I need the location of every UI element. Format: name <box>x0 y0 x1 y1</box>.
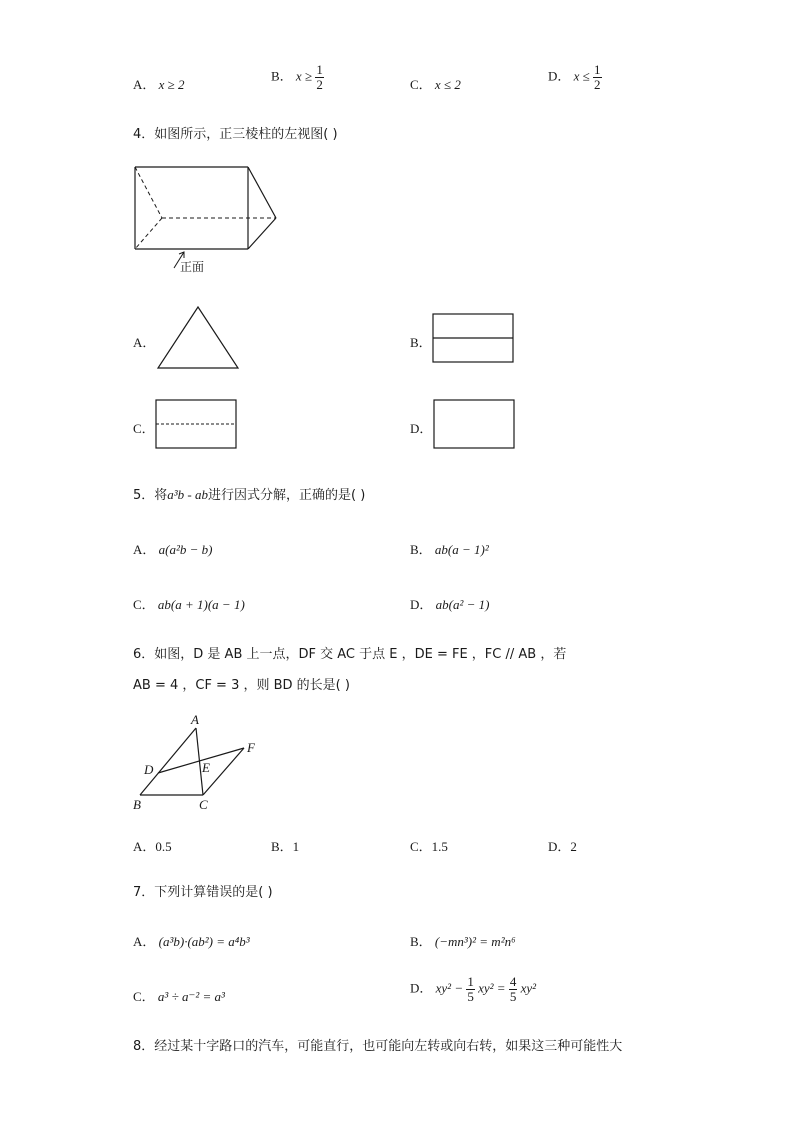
q6-option-b: B．1 <box>271 839 300 854</box>
q5-stem-expr: a³b - ab <box>167 487 209 502</box>
q3-option-c-label: C． <box>410 77 432 92</box>
q4-option-a-label: A． <box>133 335 156 350</box>
q5-option-c: C． ab(a + 1)(a − 1) <box>133 597 245 612</box>
q6-stem-line2: AB = 4 ，CF = 3 ，则 BD 的长是( ) <box>133 678 350 693</box>
point-e-label: E <box>202 760 210 775</box>
q3-option-d-expr: x ≤ <box>573 68 590 84</box>
q4-option-c-label: C． <box>133 421 155 436</box>
q6-option-a: A．0.5 <box>133 839 172 854</box>
q4-front-label: 正面 <box>180 260 205 274</box>
q7-option-c: C． a³ ÷ a⁻² = a³ <box>133 989 225 1004</box>
q4-stem: 4．如图所示，正三棱柱的左视图( ) <box>133 127 338 142</box>
point-a-label: A <box>191 712 199 727</box>
q7-option-a: A． (a³b)·(ab²) = a⁴b³ <box>133 934 250 949</box>
q3-option-d-fraction: $\frac{1}{2}$ <box>594 62 601 92</box>
point-f-label: F <box>247 740 255 755</box>
q5-option-b: B． ab(a − 1)² <box>410 542 489 557</box>
point-b-label: B <box>133 797 141 812</box>
q5-stem-post: 进行因式分解，正确的是( ) <box>208 488 366 503</box>
q5-option-a: A． a(a²b − b) <box>133 542 213 557</box>
q3-option-a-expr: x ≥ 2 <box>158 77 185 92</box>
point-d-label: D <box>144 762 154 777</box>
q3-option-c-expr: x ≤ 2 <box>434 77 461 92</box>
point-c-label: C <box>199 797 208 812</box>
q6-stem-line1: 6．如图，D 是 AB 上一点，DF 交 AC 于点 E ，DE = FE ，FC // AB ，若 <box>133 647 567 662</box>
q7-option-b: B． (−mn³)² = m²n⁶ <box>410 934 516 949</box>
q4-option-b-label: B． <box>410 335 432 350</box>
q3-option-b-expr: x ≥ <box>295 68 313 84</box>
segment-df <box>158 748 244 773</box>
q3-option-d-label: D． <box>548 68 571 84</box>
q6-option-c: C．1.5 <box>410 839 448 854</box>
q5-option-d: D． ab(a² − 1) <box>410 597 490 612</box>
q4-option-d-label: D． <box>410 421 433 436</box>
q3-option-b-fraction: $\frac{1}{2}$ <box>316 62 323 92</box>
q3-option-a-label: A． <box>133 77 156 92</box>
q7-stem: 7．下列计算错误的是( ) <box>133 885 273 900</box>
q8-stem: 8．经过某十字路口的汽车，可能直行，也可能向左转或向右转，如果这三种可能性大 <box>133 1039 623 1054</box>
q5-stem-pre: 5．将 <box>133 488 168 503</box>
q6-option-d: D．2 <box>548 839 577 854</box>
q7-option-d: D． xy² − $\frac{1}{5}$ xy² = $\frac{4}{5}$ xy² <box>410 974 537 1004</box>
q3-option-b-label: B． <box>271 68 293 84</box>
